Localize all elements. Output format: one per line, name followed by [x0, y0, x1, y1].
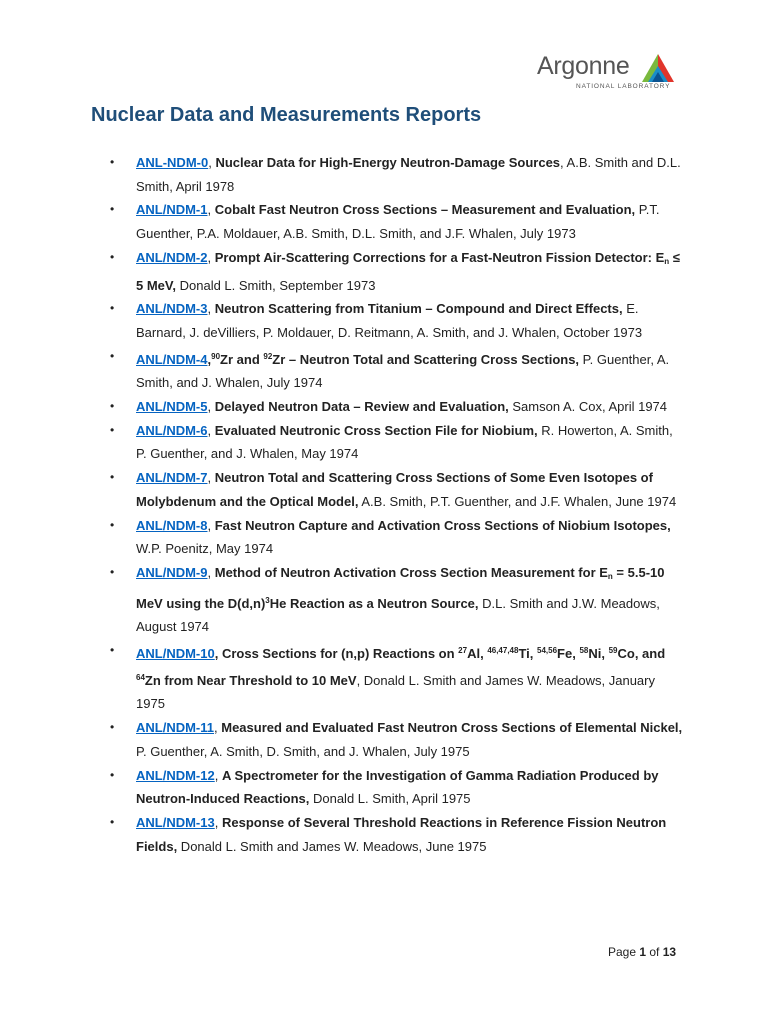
- page-number: Page 1 of 13: [608, 945, 677, 959]
- report-link[interactable]: ANL/NDM-8: [136, 517, 208, 533]
- page-title: Nuclear Data and Measurements Reports: [91, 104, 482, 126]
- report-authors: W.P. Poenitz, May 1974: [136, 541, 274, 557]
- report-authors: Donald L. Smith, September 1973: [176, 277, 376, 293]
- bullet: •: [110, 202, 115, 217]
- report-authors: P. Guenther, A. Smith, and J. Whalen, July 1974: [136, 351, 670, 391]
- report-authors: Donald L. Smith, April 1975: [309, 791, 471, 807]
- list-item: • ANL/NDM-8, Fast Neutron Capture and Activation Cross Sections of Niobium Isotopes, W.P. Poenitz, May 1974: [110, 514, 685, 561]
- list-item: • ANL/NDM-3, Neutron Scattering from Titanium – Compound and Direct Effects, E. Barnard, J. deVilliers, P. Moldauer, D. Reitmann, A. Smith, and J. Whalen, October 1973: [110, 297, 685, 344]
- report-authors: Samson A. Cox, April 1974: [508, 399, 668, 415]
- report-title: Response of Several Threshold Reactions in Reference Fission Neutron Fields,: [136, 814, 667, 854]
- bullet: •: [110, 399, 115, 414]
- report-title: A Spectrometer for the Investigation of Gamma Radiation Produced by Neutron-Induced Reactions,: [136, 767, 659, 807]
- bullet: •: [110, 643, 115, 658]
- subscript: n: [664, 256, 670, 266]
- current-page: 1: [639, 945, 647, 959]
- list-item: • ANL/NDM-12, A Spectrometer for the Investigation of Gamma Radiation Produced by Neutron-Induced Reactions, Donald L. Smith, April 1975: [110, 764, 685, 811]
- list-item: • ANL/NDM-10, Cross Sections for (n,p) Reactions on $^{27}$Al, $^{46,47,48}$Ti, $^{54,56}$Fe, $^{58}$Ni, $^{59}$Co, and $^{64}$Zn from Near Threshold to 10 MeV, Donald L. Smith and James W. Meadows, January 1975: [110, 639, 685, 716]
- list-item: • ANL/NDM-6, Evaluated Neutronic Cross Section File for Niobium, R. Howerton, A. Smith, P. Guenther, and J. Whalen, May 1974: [110, 419, 685, 466]
- superscript: 90: [211, 351, 221, 361]
- report-title: Delayed Neutron Data – Review and Evaluation,: [214, 399, 509, 415]
- report-title: Cross Sections for (n,p) Reactions on: [221, 646, 459, 662]
- argonne-triangle-icon: [642, 54, 674, 82]
- report-title: Fast Neutron Capture and Activation Cross Sections of Niobium Isotopes,: [214, 517, 671, 533]
- superscript: 46,47,48: [487, 646, 519, 656]
- report-authors: Donald L. Smith and James W. Meadows, June 1975: [177, 838, 487, 854]
- report-link[interactable]: ANL/NDM-11: [136, 720, 215, 736]
- argonne-logo: [537, 52, 677, 96]
- report-title: Nuclear Data for High-Energy Neutron-Damage Sources: [215, 155, 561, 170]
- bullet: •: [110, 564, 115, 579]
- report-title: Neutron Total and Scattering Cross Sections of Some Even Isotopes of Molybdenum and the Optical Model,: [136, 470, 653, 509]
- report-title: Cobalt Fast Neutron Cross Sections – Measurement and Evaluation,: [214, 202, 636, 218]
- report-authors: P. Guenther, A. Smith, D. Smith, and J. Whalen, July 1975: [136, 743, 470, 759]
- total-pages: 13: [662, 945, 677, 959]
- logo-wordmark: Argonne: [537, 52, 630, 80]
- report-link[interactable]: ANL/NDM-12: [136, 767, 215, 783]
- bullet: •: [110, 301, 115, 316]
- report-link[interactable]: ANL/NDM-9: [136, 564, 208, 580]
- list-item: • ANL/NDM-5, Delayed Neutron Data – Review and Evaluation, Samson A. Cox, April 1974: [110, 395, 685, 419]
- superscript: 27: [458, 646, 468, 656]
- report-list: [110, 151, 685, 858]
- bullet: •: [110, 767, 115, 782]
- bullet: •: [110, 517, 115, 532]
- superscript: 92: [263, 351, 273, 361]
- report-title: = 5.5-10 MeV using the D(d,n): [136, 564, 665, 611]
- report-authors: E. Barnard, J. deVilliers, P. Moldauer, D. Reitmann, A. Smith, and J. Whalen, October 1973: [136, 301, 643, 340]
- bullet: •: [110, 249, 115, 264]
- report-authors: , Donald L. Smith and James W. Meadows, January 1975: [136, 672, 655, 712]
- report-title: Evaluated Neutronic Cross Section File for Niobium,: [214, 422, 538, 438]
- list-item: • ANL/NDM-2, Prompt Air-Scattering Corrections for a Fast-Neutron Fission Detector: $E_n \le 5$ MeV, Donald L. Smith, September 1973: [110, 246, 685, 297]
- list-item: • ANL/NDM-7, Neutron Total and Scattering Cross Sections of Some Even Isotopes of Molybdenum and the Optical Model, A.B. Smith, P.T. Guenther, and J.F. Whalen, June 1974: [110, 466, 685, 513]
- bullet: •: [110, 155, 115, 169]
- report-title: Method of Neutron Activation Cross Section Measurement for E: [214, 564, 608, 580]
- report-link[interactable]: ANL/NDM-2: [136, 249, 208, 265]
- list-item: • ANL-NDM-0, Nuclear Data for High-Energy Neutron-Damage Sources, A.B. Smith and D.L. Smith, April 1978: [110, 151, 685, 198]
- bullet: •: [110, 422, 115, 437]
- superscript: 54,56: [537, 646, 558, 656]
- report-link[interactable]: ANL-NDM-0: [136, 155, 209, 170]
- list-item: • ANL/NDM-9, Method of Neutron Activation Cross Section Measurement for $E_n = 5.5-10$ MeV using the $D(d,n)^3He$ Reaction as a Neutron Source, D.L. Smith and J.W. Meadows, August 1974: [110, 561, 685, 639]
- report-authors: , A.B. Smith and D.L. Smith, April 1978: [136, 155, 681, 194]
- list-item: • ANL/NDM-4,90Zr and $^{92}$Zr – Neutron Total and Scattering Cross Sections, P. Guenther, A. Smith, and J. Whalen, July 1974: [110, 345, 685, 395]
- report-link[interactable]: ANL/NDM-6: [136, 422, 208, 438]
- report-title: He Reaction as a Neutron Source,: [269, 595, 479, 611]
- report-title: Measured and Evaluated Fast Neutron Cross Sections of Elemental Nickel,: [221, 720, 683, 736]
- report-title: ≤ 5 MeV,: [136, 249, 680, 293]
- bullet: •: [110, 814, 115, 829]
- report-link[interactable]: ANL/NDM-13: [136, 814, 215, 830]
- report-link[interactable]: ANL/NDM-7: [136, 470, 208, 486]
- subscript: n: [607, 571, 613, 581]
- superscript: 59: [608, 646, 618, 656]
- report-title: Prompt Air-Scattering Corrections for a Fast-Neutron Fission Detector: E: [214, 249, 665, 265]
- report-authors: R. Howerton, A. Smith, P. Guenther, and J. Whalen, May 1974: [136, 422, 673, 462]
- report-authors: A.B. Smith, P.T. Guenther, and J.F. Whalen, June 1974: [358, 493, 677, 509]
- report-link[interactable]: ANL/NDM-1: [136, 202, 208, 218]
- report-title: Zr and: [220, 351, 264, 367]
- list-item: • ANL/NDM-11, Measured and Evaluated Fast Neutron Cross Sections of Elemental Nickel, P. Guenther, A. Smith, D. Smith, and J. Whalen, July 1975: [110, 716, 685, 763]
- report-authors: P.T. Guenther, P.A. Moldauer, A.B. Smith, D.L. Smith, and J.F. Whalen, July 1973: [136, 202, 660, 242]
- list-item: • ANL/NDM-1, Cobalt Fast Neutron Cross Sections – Measurement and Evaluation, P.T. Guenther, P.A. Moldauer, A.B. Smith, D.L. Smith, and J.F. Whalen, July 1973: [110, 198, 685, 245]
- report-authors: D.L. Smith and J.W. Meadows, August 1974: [136, 595, 660, 635]
- report-link[interactable]: ANL/NDM-4: [136, 351, 208, 367]
- superscript: 3: [265, 595, 270, 605]
- report-link[interactable]: ANL/NDM-3: [136, 301, 208, 317]
- report-title: Neutron Scattering from Titanium – Compound and Direct Effects,: [214, 301, 623, 317]
- list-item: • ANL/NDM-13, Response of Several Threshold Reactions in Reference Fission Neutron Fields, Donald L. Smith and James W. Meadows, June 1975: [110, 811, 685, 858]
- bullet: •: [110, 470, 115, 485]
- bullet: •: [110, 720, 115, 735]
- bullet: •: [110, 348, 115, 363]
- logo-subtitle: NATIONAL LABORATORY: [576, 83, 671, 90]
- superscript: 64: [136, 672, 145, 682]
- report-link[interactable]: ANL/NDM-5: [136, 399, 208, 415]
- report-title: Zr – Neutron Total and Scattering Cross Sections,: [272, 351, 580, 367]
- report-link[interactable]: ANL/NDM-10: [136, 646, 215, 662]
- superscript: 58: [579, 646, 589, 656]
